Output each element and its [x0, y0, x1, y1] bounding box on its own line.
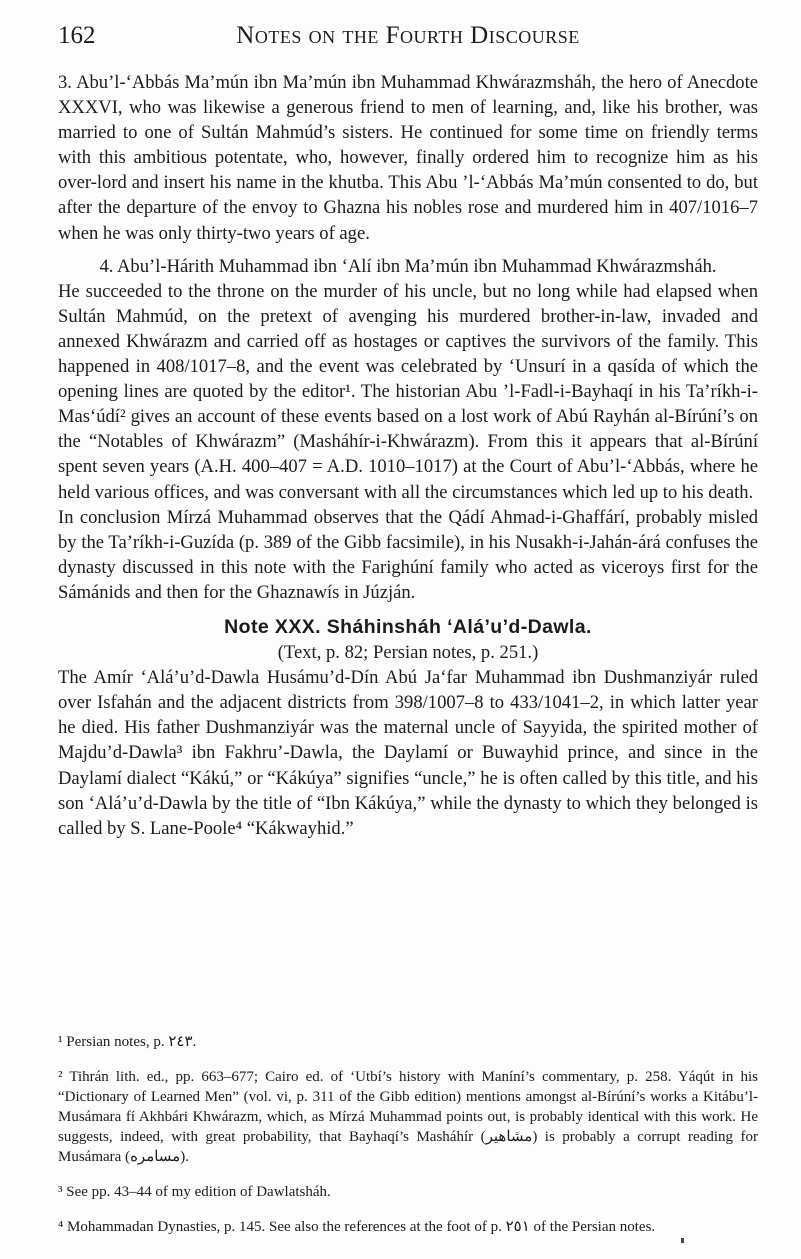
- note-heading: Note XXX. Sháhinsháh ‘Alá’u’d-Dawla.: [224, 615, 592, 638]
- entry-4-heading: 4. Abu’l-Hárith Muhammad ibn ‘Alí ibn Ma’mún ibn Muhammad Khwárazmsháh.: [99, 255, 717, 277]
- footnote: ¹ Persian notes, p. ٢٤٣.: [58, 1034, 197, 1050]
- footnotes: [58, 1032, 758, 1252]
- note-subheading: (Text, p. 82; Persian notes, p. 251.): [277, 642, 539, 664]
- main-text: [58, 70, 758, 841]
- print-mark: [681, 1238, 684, 1243]
- footnote: ⁴ Mohammadan Dynasties, p. 145. See also the references at the foot of p. ٢٥١ of the Persian notes.: [58, 1219, 656, 1235]
- page-header: [58, 22, 758, 62]
- footnote: ² Tihrán lith. ed., pp. 663–677; Cairo ed. of ‘Utbí’s history with Maníní’s commentary, p. 258. Yáqút in his “Dictionary of Learned Men” (vol. vi, p. 311 of the Gibb edition) mentions amongst al-Bírúní’s works a Kitábu’l-Musámara fí Akhbári Khwárazm, which, as Mírzá Muhammad points out, is probably identical with this work. He suggests, indeed, with great probability, that Bayhaqí’s Masháhír (مشاهیر) is probably a corrupt reading for Musámara (مسامره).: [58, 1069, 759, 1165]
- footnote: ³ See pp. 43–44 of my edition of Dawlatsháh.: [58, 1184, 331, 1200]
- note-paragraph: The Amír ‘Alá’u’d-Dawla Husámu’d-Dín Abú Ja‘far Muhammad ibn Dushmanziyár ruled over Isfahán and the adjacent districts from 398/1007–8 to 433/1041–2, in which latter year he died. His father Dushmanziyár was the maternal uncle of Sayyida, the spirited mother of Majdu’d-Dawla³ ibn Fakhru’-Dawla, the Daylamí or Buwayhid prince, and since in the Daylamí dialect “Kákú,” or “Kákúya” signifies “uncle,” he is often called by this title, and his son ‘Alá’u’d-Dawla by the title of “Ibn Kákúya,” while the dynasty to which they belonged is called by S. Lane-Poole⁴ “Kákwayhid.”: [58, 667, 758, 839]
- running-title: Notes on the Fourth Discourse: [236, 22, 580, 49]
- page-number: 162: [58, 22, 96, 49]
- paragraph: In conclusion Mírzá Muhammad observes that the Qádí Ahmad-i-Ghaffárí, probably misled by the Ta’ríkh-i-Guzída (p. 389 of the Gibb facsimile), in his Nusakh-i-Jahán-árá confuses the dynasty discussed in this note with the Farighúní family who acted as viceroys first for the Sámánids and then for the Ghaznawís in Júzján.: [58, 506, 758, 603]
- paragraph: He succeeded to the throne on the murder of his uncle, but no long while had elapsed when Sultán Mahmúd, on the pretext of avenging his murdered brother-in-law, invaded and annexed Khwárazm and carried off as hostages or captives the survivors of the family. This happened in 408/1017–8, and the event was celebrated by ‘Unsurí in a qasída of which the opening lines are quoted by the editor¹. The historian Abu ’l-Fadl-i-Bayhaqí in his Ta’ríkh-i-Mas‘údí² gives an account of these events based on a lost work of Abú Rayhán al-Bírúní’s on the “Notables of Khwárazm” (Masháhír-i-Khwárazm). From this it appears that al-Bírúní spent seven years (A.H. 400–407 = A.D. 1010–1017) at the Court of Abu’l-‘Abbás, where he held various offices, and was conversant with all the circumstances which led up to his death.: [58, 280, 758, 503]
- entry-3: 3. Abu’l-‘Abbás Ma’mún ibn Ma’mún ibn Muhammad Khwárazmsháh, the hero of Anecdote XXXVI, who was likewise a generous friend to men of learning, and, like his brother, was married to one of Sultán Mahmúd’s sisters. He continued for some time on friendly terms with this ambitious potentate, who, however, finally ordered him to recognize him as his over-lord and insert his name in the khutba. This Abu ’l-‘Abbás Ma’mún consented to do, but after the departure of the envoy to Ghazna his nobles rose and murdered him in 407/1016–7 when he was only thirty-two years of age.: [58, 72, 758, 244]
